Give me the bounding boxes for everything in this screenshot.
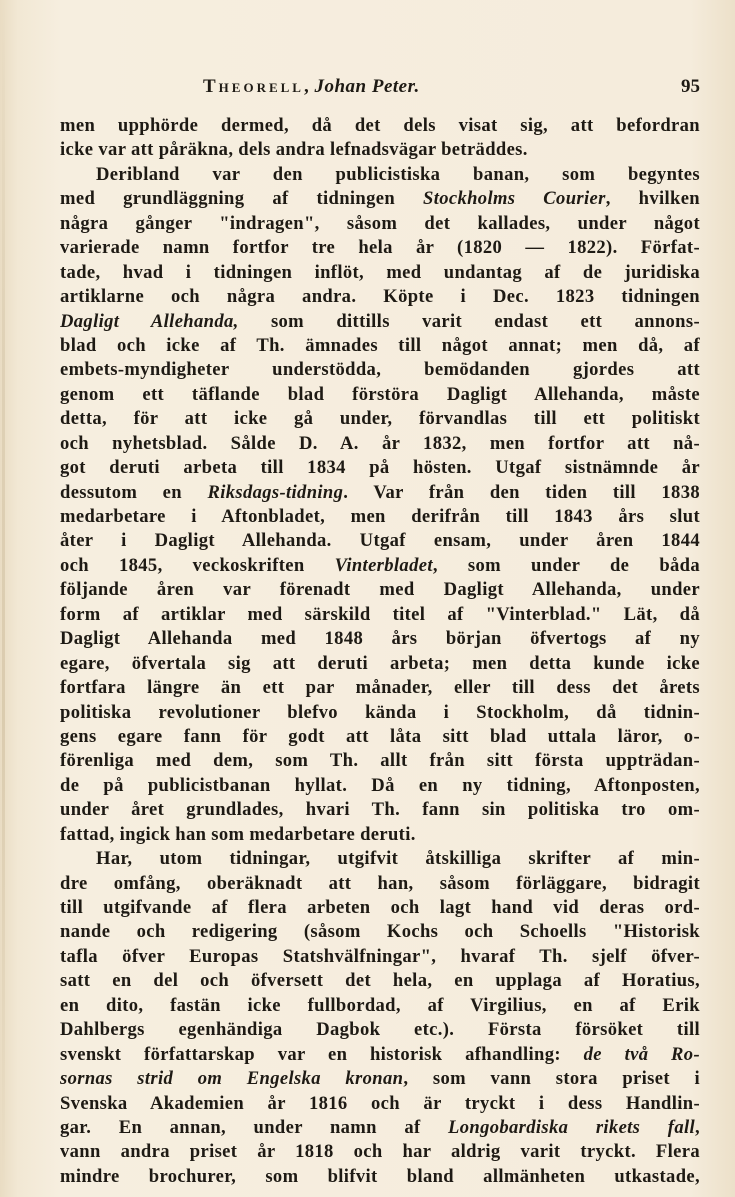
text-line: got deruti arbeta till 1834 på hösten. Utgaf sistnämnde år [60, 457, 700, 479]
text-line: och nyhetsblad. Sålde D. A. år 1832, men fortfor att nå- [60, 432, 700, 454]
text-line: mindre brochurer, som blifvit bland allmänheten utkastade, [60, 1165, 700, 1187]
running-head [203, 76, 420, 98]
page-number: 95 [681, 76, 700, 97]
text-line: Har, utom tidningar, utgifvit åtskilliga skrifter af min- [96, 848, 700, 870]
text-line: förenliga med dem, som Th. allt från sitt första uppträdan- [60, 750, 700, 772]
text-line: dre omfång, oberäknadt att han, såsom förläggare, bidragit [60, 872, 700, 894]
text-line: satt en del och öfversett det hela, en upplaga af Horatius, [60, 970, 700, 992]
text-line: Dagligt Allehanda, som dittills varit endast ett annons- [60, 310, 700, 332]
text-line: politiska revolutioner blefvo kända i Stockholm, då tidnin- [60, 701, 700, 723]
text-line: medarbetare i Aftonbladet, men derifrån till 1843 års slut [60, 506, 700, 527]
text-line: gar. En annan, under namn af Longobardiska rikets fall, [60, 1116, 700, 1138]
text-line: Deribland var den publicistiska banan, som begyntes [96, 163, 700, 185]
running-head-separator: , [303, 76, 315, 97]
text-line: Svenska Akademien år 1816 och är tryckt i dess Handlin- [60, 1092, 700, 1114]
text-line: de på publicistbanan hyllat. Då en ny tidning, Aftonposten, [60, 774, 700, 796]
text-line: tade, hvad i tidningen inflöt, med undantag af de juridiska [60, 261, 700, 283]
text-line: nande och redigering (såsom Kochs och Schoells "Historisk [60, 921, 700, 943]
body-text [60, 114, 700, 1189]
text-line: vann andra priset år 1818 och har aldrig varit tryckt. Flera [60, 1141, 700, 1163]
text-line: icke var att påräkna, dels andra lefnadsvägar beträddes. [60, 139, 528, 161]
text-line: dessutom en Riksdags-tidning. Var från den tiden till 1838 [60, 481, 700, 503]
text-line: egare, öfvertala sig att deruti arbeta; men detta kunde icke [60, 652, 700, 674]
text-line: artiklarne och några andra. Köpte i Dec. 1823 tidningen [60, 286, 700, 308]
text-line: en dito, fastän icke fullbordad, af Virgilius, en af Erik [60, 994, 700, 1016]
text-line: tafla öfver Europas Statshvälfningar", hvaraf Th. sjelf öfver- [60, 945, 700, 967]
text-line: fortfara längre än ett par månader, eller till dess det årets [60, 677, 700, 699]
text-line: Dahlbergs egenhändiga Dagbok etc.). Första försöket till [60, 1019, 700, 1041]
text-line: till utgifvande af flera arbeten och lagt hand vid deras ord- [60, 897, 700, 918]
text-line: detta, för att icke gå under, förvandlas till ett politiskt [60, 408, 700, 430]
running-head-surname: Theorell [203, 76, 304, 97]
text-line: åter i Dagligt Allehanda. Utgaf ensam, under åren 1844 [60, 530, 700, 552]
text-line: blad och icke af Th. ämnades till något annat; men då, af [60, 334, 700, 356]
text-line: genom ett täflande blad förstöra Dagligt Allehanda, måste [60, 383, 700, 405]
text-line: form af artiklar med särskild titel af "Vinterblad." Lät, då [60, 603, 700, 625]
text-line: med grundläggning af tidningen Stockholms Courier, hvilken [60, 188, 700, 210]
text-line: följande åren var förenadt med Dagligt Allehanda, under [60, 579, 700, 601]
text-line: fattad, ingick han som medarbetare deruti. [60, 823, 416, 845]
text-line: under året grundlades, hvari Th. fann sin politiska tro om- [60, 799, 700, 821]
page-gutter-shadow [2, 0, 5, 1197]
text-line: Dagligt Allehanda med 1848 års början öfvertogs af ny [60, 628, 700, 650]
text-line: gens egare fann för godt att låta sitt blad uttala läror, o- [60, 725, 700, 747]
text-line: sornas strid om Engelska kronan, som vann stora priset i [60, 1068, 700, 1090]
text-line: men upphörde dermed, då det dels visat sig, att befordran [60, 115, 700, 136]
text-line: varierade namn fortfor tre hela år (1820 — 1822). Förfat- [60, 237, 700, 259]
running-head-given-names: Johan Peter. [314, 76, 420, 97]
text-line: embets-myndigheter understödda, bemödanden gjordes att [60, 359, 700, 381]
text-line: och 1845, veckoskriften Vinterbladet, som under de båda [60, 554, 700, 576]
text-line: svenskt författarskap var en historisk afhandling: de två Ro- [60, 1043, 700, 1065]
page-header [60, 76, 700, 102]
text-line: några gånger "indragen", såsom det kallades, under något [60, 212, 700, 234]
